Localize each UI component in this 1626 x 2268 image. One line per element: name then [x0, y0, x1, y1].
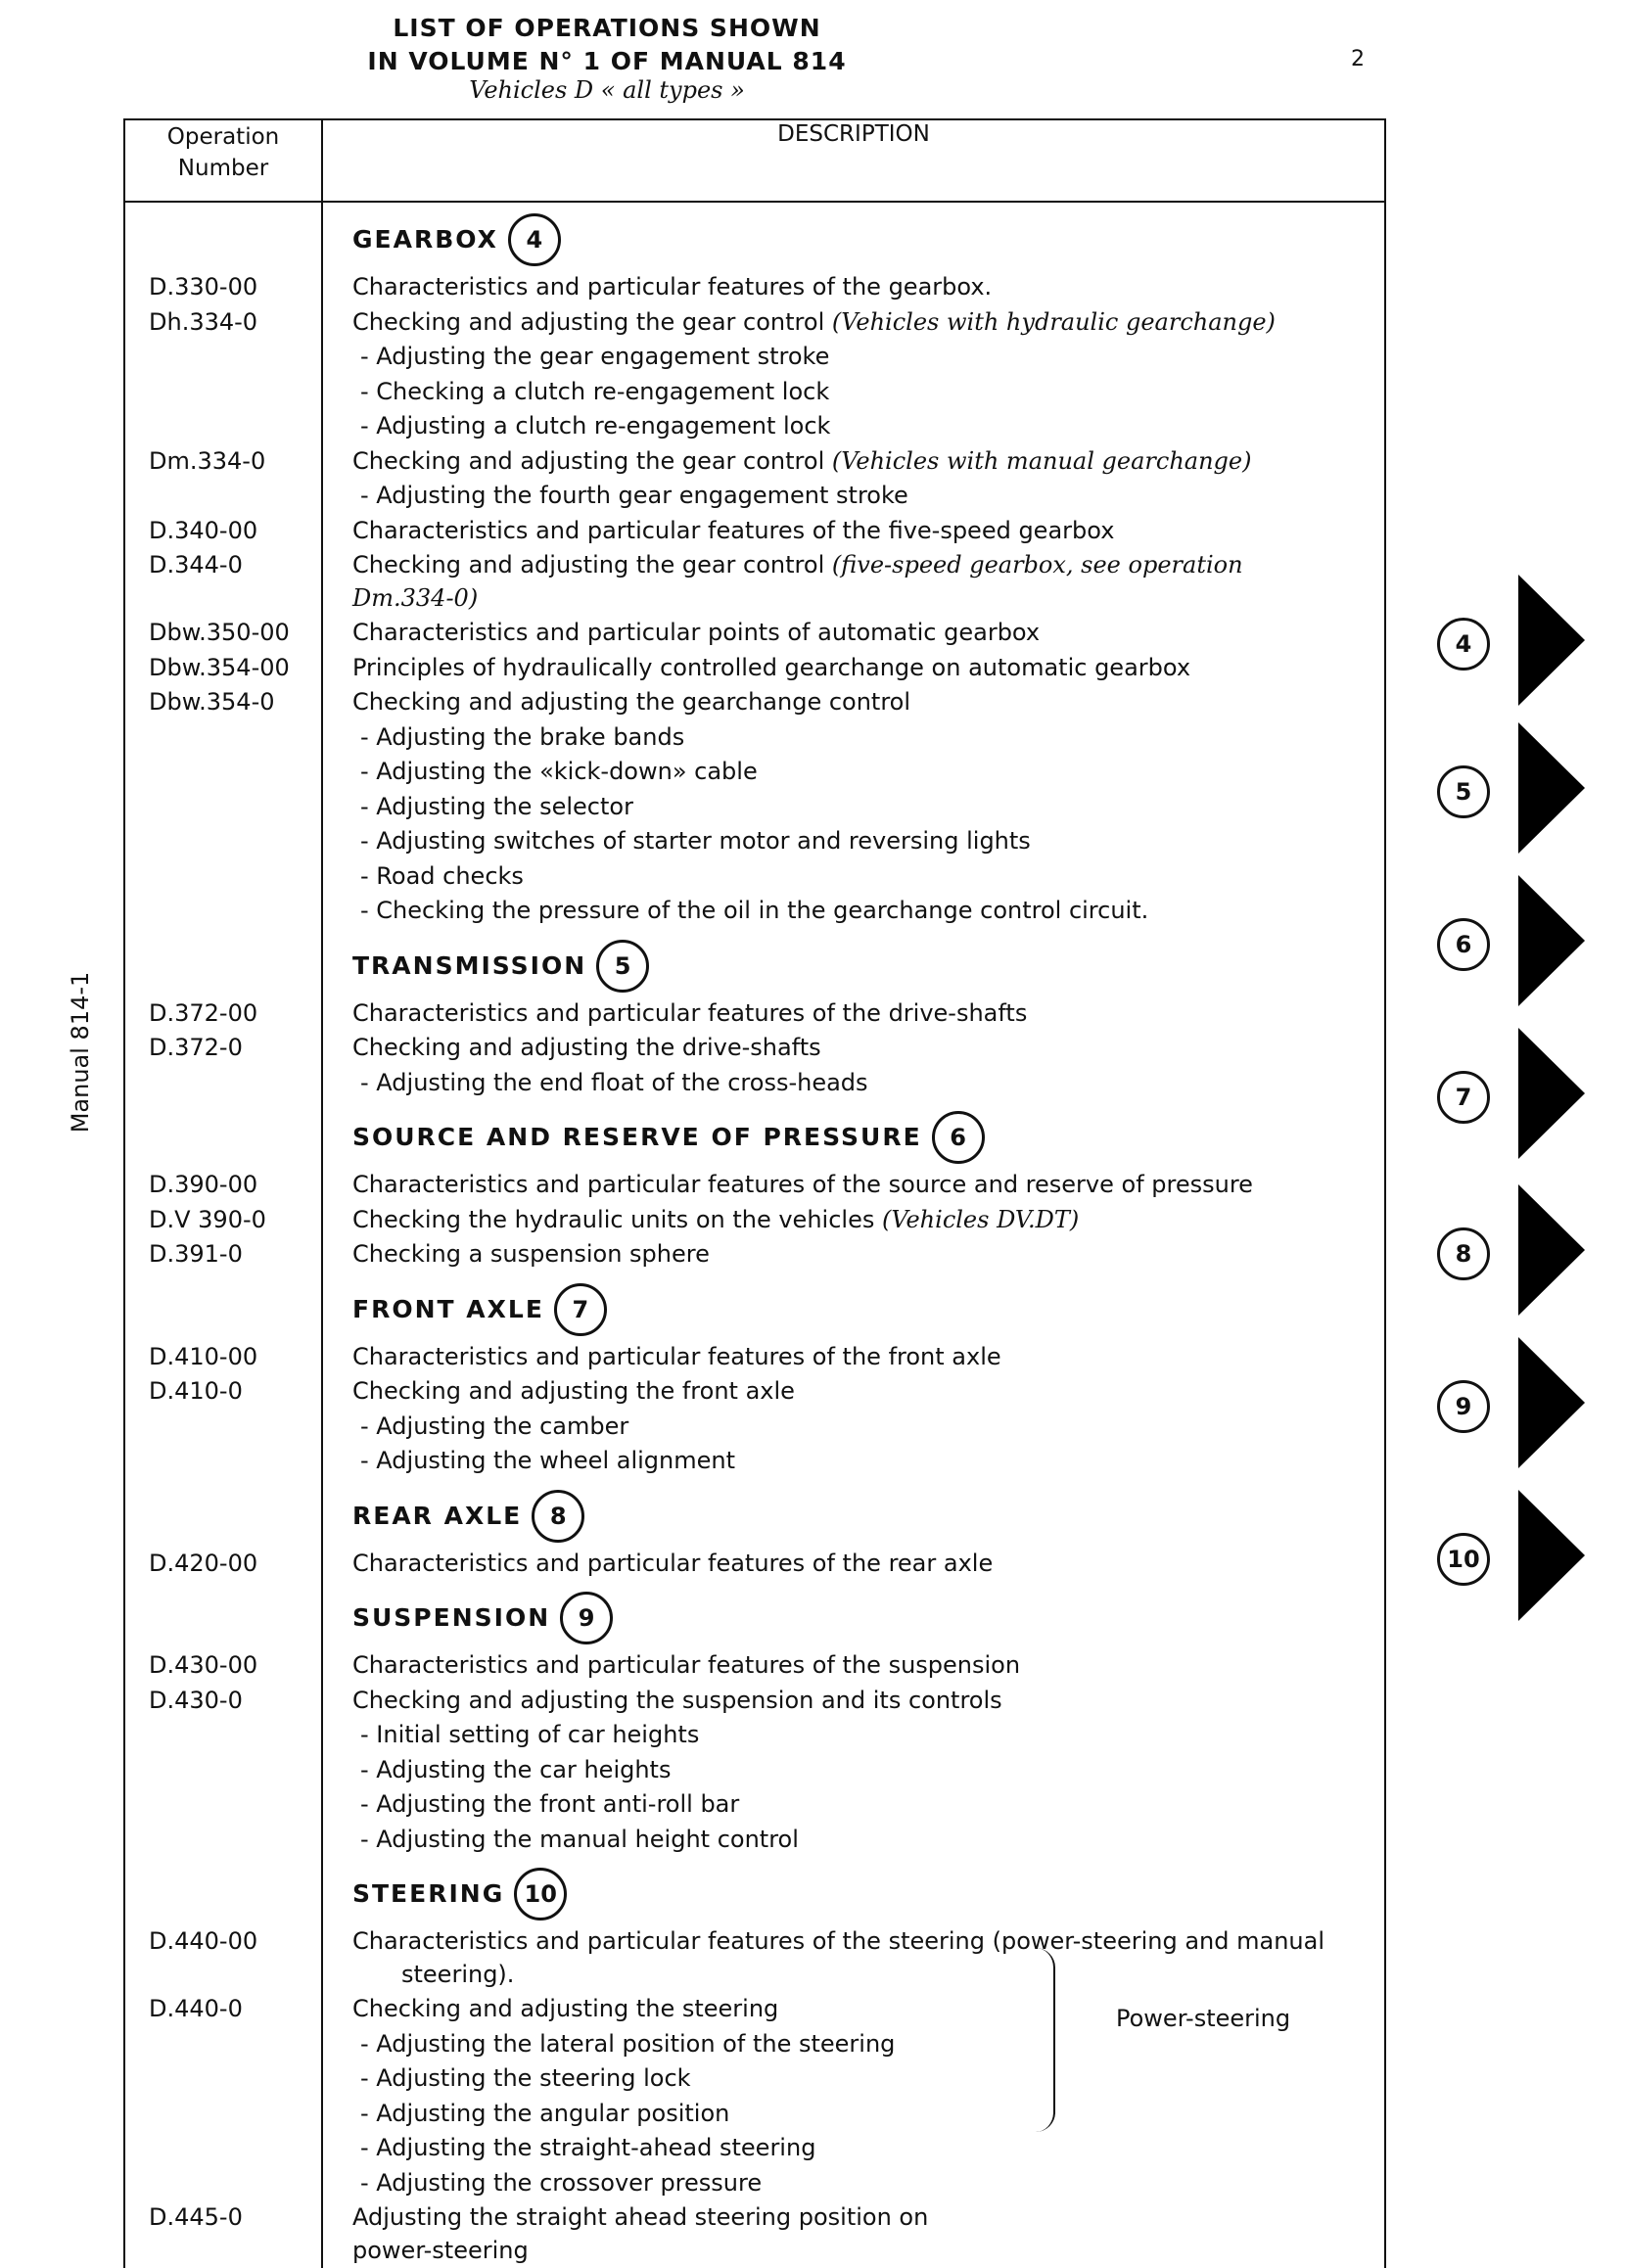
tab-arrow-icon: [1518, 875, 1585, 1006]
sub-item: - Adjusting the fourth gear engagement stroke: [322, 479, 1385, 514]
operation-number: D.440-00: [124, 1924, 322, 1992]
operation-description: Checking and adjusting the gearchange control: [322, 685, 1385, 720]
operation-number: D.420-00: [124, 1547, 322, 1582]
table-row: [124, 1753, 1385, 1788]
operation-number: Dbw.354-00: [124, 651, 322, 686]
table-row: [124, 720, 1385, 756]
operation-number: D.440-0: [124, 1992, 322, 2027]
table-row: [124, 1203, 1385, 1238]
sub-item: - Adjusting the «kick-down» cable: [322, 755, 1385, 790]
section-front-axle: [124, 1273, 1385, 1340]
table-row: [124, 2061, 1385, 2097]
operation-number: Dm.334-0: [124, 444, 322, 480]
operation-number: D.372-00: [124, 996, 322, 1032]
table-row: [124, 1066, 1385, 1101]
sub-item: - Adjusting the crossover pressure: [322, 2166, 1385, 2201]
sub-item: - Adjusting the steering lock: [322, 2061, 1385, 2097]
tab-arrow-icon: [1518, 1490, 1585, 1621]
table-row: [124, 755, 1385, 790]
tab-arrow-icon: [1518, 1184, 1585, 1316]
document-title: [333, 12, 881, 78]
section-title: GEARBOX: [352, 225, 498, 254]
section-tab-9[interactable]: [1437, 1337, 1603, 1469]
section-title: STEERING: [352, 1879, 505, 1908]
section-title: TRANSMISSION: [352, 950, 587, 980]
sub-item: - Adjusting the wheel alignment: [322, 1444, 1385, 1479]
table-row: [124, 859, 1385, 895]
section-pressure: [124, 1100, 1385, 1168]
table-row: [124, 894, 1385, 929]
table-row: [124, 2131, 1385, 2166]
section-tab-8[interactable]: [1437, 1184, 1603, 1317]
table-row: [124, 1031, 1385, 1066]
sub-item: - Adjusting the straight-ahead steering: [322, 2131, 1385, 2166]
operation-number: D.430-0: [124, 1684, 322, 1719]
operation-note: (Vehicles with hydraulic gearchange): [831, 307, 1276, 336]
table-row: [124, 616, 1385, 651]
operation-number: D.330-00: [124, 270, 322, 305]
operation-number: Dbw.350-00: [124, 616, 322, 651]
operation-number: Dh.334-0: [124, 305, 322, 341]
section-badge: 10: [514, 1868, 567, 1921]
operation-number: D.344-0: [124, 548, 322, 616]
sub-item: - Adjusting the front anti-roll bar: [322, 1787, 1385, 1823]
operation-note: (Vehicles DV.DT): [881, 1205, 1080, 1233]
sub-item: - Checking a clutch re-engagement lock: [322, 375, 1385, 410]
tab-number: 10: [1437, 1533, 1490, 1586]
table-row: [124, 514, 1385, 549]
table-row: [124, 2097, 1385, 2132]
table-row: [124, 824, 1385, 859]
operation-number: D.445-0: [124, 2200, 322, 2268]
tab-number: 4: [1437, 618, 1490, 671]
table-row: [124, 1410, 1385, 1445]
operation-description: Checking and adjusting the gear control (Vehicles with hydraulic gearchange): [322, 305, 1385, 341]
section-tab-5[interactable]: [1437, 722, 1603, 855]
sub-item: - Checking the pressure of the oil in the gearchange control circuit.: [322, 894, 1385, 929]
table-row: [124, 1718, 1385, 1753]
operation-note: (Vehicles with manual gearchange): [831, 446, 1252, 475]
operation-description: Characteristics and particular points of automatic gearbox: [322, 616, 1385, 651]
table-row: [124, 1787, 1385, 1823]
section-badge: 4: [508, 213, 561, 266]
sub-item: - Adjusting the brake bands: [322, 720, 1385, 756]
operation-description: Checking the hydraulic units on the vehicles (Vehicles DV.DT): [322, 1203, 1385, 1238]
table-row: [124, 2166, 1385, 2201]
section-transmission: [124, 929, 1385, 996]
section-tab-6[interactable]: [1437, 875, 1603, 1007]
operation-description: Checking a suspension sphere: [322, 1237, 1385, 1273]
tab-arrow-icon: [1518, 575, 1585, 706]
page-number: 2: [1351, 47, 1365, 71]
tab-number: 7: [1437, 1071, 1490, 1124]
operation-description: Characteristics and particular features of the suspension: [322, 1648, 1385, 1684]
operations-table: [123, 118, 1386, 2268]
section-badge: 7: [554, 1283, 607, 1336]
section-suspension: [124, 1581, 1385, 1648]
title-line-1: LIST OF OPERATIONS SHOWN: [393, 14, 821, 42]
operation-description: Checking and adjusting the drive-shafts: [322, 1031, 1385, 1066]
operation-number: D.372-0: [124, 1031, 322, 1066]
section-tab-7[interactable]: [1437, 1028, 1603, 1160]
section-title: REAR AXLE: [352, 1501, 523, 1530]
sub-item: - Adjusting the manual height control: [322, 1823, 1385, 1858]
table-row: [124, 375, 1385, 410]
table-row: [124, 1374, 1385, 1410]
table-header-row: [124, 119, 1385, 202]
section-tab-4[interactable]: [1437, 575, 1603, 707]
table-row: [124, 1648, 1385, 1684]
sub-item: - Adjusting the lateral position of the steering: [322, 2027, 1385, 2062]
table-row: [124, 685, 1385, 720]
section-badge: 9: [560, 1592, 613, 1644]
section-badge: 6: [932, 1111, 985, 1164]
table-row: [124, 1823, 1385, 1858]
operation-number: D.430-00: [124, 1648, 322, 1684]
sub-item: - Adjusting the car heights: [322, 1753, 1385, 1788]
description-header: DESCRIPTION: [322, 119, 1385, 202]
operation-number-header: Operation Number: [124, 119, 322, 202]
section-title: SOURCE AND RESERVE OF PRESSURE: [352, 1123, 922, 1151]
table-row: [124, 1684, 1385, 1719]
tab-arrow-icon: [1518, 1337, 1585, 1468]
operation-description: Principles of hydraulically controlled gearchange on automatic gearbox: [322, 651, 1385, 686]
sub-item: - Adjusting a clutch re-engagement lock: [322, 409, 1385, 444]
section-badge: 8: [532, 1490, 584, 1543]
table-row: [124, 1237, 1385, 1273]
table-row: [124, 996, 1385, 1032]
operation-number: D.340-00: [124, 514, 322, 549]
operation-note: (five-speed gearbox, see operation: [831, 551, 1243, 579]
operation-description: Characteristics and particular features of the gearbox.: [322, 270, 1385, 305]
table-row: [124, 1340, 1385, 1375]
table-row: [124, 1444, 1385, 1479]
section-rear-axle: [124, 1479, 1385, 1547]
operation-number: D.410-00: [124, 1340, 322, 1375]
operation-description: Adjusting the straight ahead steering position on power-steering: [322, 2200, 1385, 2268]
sub-item: - Adjusting the selector: [322, 790, 1385, 825]
tab-number: 8: [1437, 1227, 1490, 1280]
table-row: [124, 1168, 1385, 1203]
sub-item: - Adjusting the gear engagement stroke: [322, 340, 1385, 375]
operation-description: Checking and adjusting the steering: [322, 1992, 1385, 2027]
table-row: [124, 444, 1385, 480]
sub-item: - Adjusting the camber: [322, 1410, 1385, 1445]
table-row: [124, 548, 1385, 616]
section-title: SUSPENSION: [352, 1603, 551, 1632]
operation-description: Checking and adjusting the gear control (five-speed gearbox, see operation Dm.334-0): [322, 548, 1385, 616]
table-row: [124, 409, 1385, 444]
tab-number: 6: [1437, 918, 1490, 971]
table-row: [124, 1924, 1385, 1992]
operation-description: Checking and adjusting the gear control (Vehicles with manual gearchange): [322, 444, 1385, 480]
operation-description: Characteristics and particular features of the steering (power-steering and manual steering).: [322, 1924, 1385, 1992]
tab-arrow-icon: [1518, 1028, 1585, 1159]
operation-note-cont: Dm.334-0): [352, 583, 479, 612]
table-row: [124, 790, 1385, 825]
section-gearbox: [124, 202, 1385, 270]
operation-number: D.V 390-0: [124, 1203, 322, 1238]
section-badge: 5: [596, 940, 649, 993]
side-manual-label: Manual 814-1: [67, 971, 94, 1134]
operation-description: Checking and adjusting the front axle: [322, 1374, 1385, 1410]
table-row: [124, 340, 1385, 375]
operation-description: Characteristics and particular features of the rear axle: [322, 1547, 1385, 1582]
sub-item: - Initial setting of car heights: [322, 1718, 1385, 1753]
table-row: [124, 305, 1385, 341]
operation-description: Characteristics and particular features of the source and reserve of pressure: [322, 1168, 1385, 1203]
title-line-2: IN VOLUME N° 1 OF MANUAL 814: [367, 47, 847, 75]
operation-number: D.390-00: [124, 1168, 322, 1203]
table-row: [124, 2200, 1385, 2268]
sub-item: - Adjusting the end float of the cross-heads: [322, 1066, 1385, 1101]
power-steering-bracket: [1036, 1948, 1055, 2132]
sub-item: - Road checks: [322, 859, 1385, 895]
section-steering: [124, 1857, 1385, 1924]
table-row: [124, 1547, 1385, 1582]
table-row: [124, 651, 1385, 686]
sub-item: - Adjusting the angular position: [322, 2097, 1385, 2132]
section-tab-10[interactable]: [1437, 1490, 1603, 1622]
operation-description: Checking and adjusting the suspension and its controls: [322, 1684, 1385, 1719]
tab-number: 9: [1437, 1380, 1490, 1433]
sub-item: - Adjusting switches of starter motor and reversing lights: [322, 824, 1385, 859]
table-row: [124, 479, 1385, 514]
operation-description: Characteristics and particular features of the front axle: [322, 1340, 1385, 1375]
operation-number: D.391-0: [124, 1237, 322, 1273]
operation-description: Characteristics and particular features of the drive-shafts: [322, 996, 1385, 1032]
power-steering-label: Power-steering: [1116, 2005, 1291, 2032]
operation-number: D.410-0: [124, 1374, 322, 1410]
document-subtitle: Vehicles D « all types »: [469, 76, 745, 104]
operation-description: Characteristics and particular features of the five-speed gearbox: [322, 514, 1385, 549]
tab-arrow-icon: [1518, 722, 1585, 854]
operation-number: Dbw.354-0: [124, 685, 322, 720]
tab-number: 5: [1437, 765, 1490, 818]
table-row: [124, 270, 1385, 305]
section-title: FRONT AXLE: [352, 1294, 544, 1323]
